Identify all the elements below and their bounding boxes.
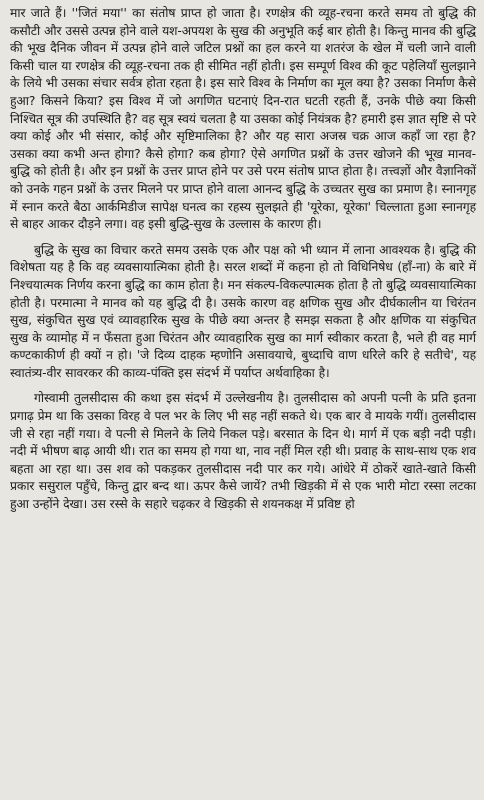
paragraph-3: गोस्वामी तुलसीदास की कथा इस संदर्भ में उल्लेखनीय है। तुलसीदास को अपनी पत्नी के प्रति इतना प्रगाढ़ प्रेम था कि उसका विरह वे पल भर के लिए भी सह नहीं सकते थे। एक बार वे मायके गयीं। तुलसीदास जी से रहा नहीं गया। वे पत्नी से मिलने के लिये निकल पड़े। बरसात के दिन थे। मार्ग में एक बड़ी नदी पड़ी। नदी में भीषण बाढ़ आयी थी। रात का समय हो गया था, नाव नहीं मिल रही थी। प्रवाह के साथ-साथ एक शव बहता आ रहा था। उस शव को पकड़कर तुलसीदास नदी पार कर गये। आंधेरे में ठोकरें खाते-खाते किसी प्रकार ससुराल पहुँचे, किन्तु द्वार बन्द था। ऊपर कैसे जायें? तभी खिड़की में से एक भारी मोटा रस्सा लटका हुआ उन्होंने देखा। उस रस्से के सहारे चढ़कर वे खिड़की से शयनकक्ष में प्रविष्ट हो <box>10 391 476 512</box>
paragraph-1: मार जाते हैं। ''जितं मया'' का संतोष प्राप्त हो जाता है। रणक्षेत्र की व्यूह-रचना करते समय तो बुद्धि की कसौटी और उससे उत्पन्न होने वाले यश-अपयश के सुख की अनुभूति कई बार होती है। किन्तु मानव की बुद्धि की भूख दैनिक जीवन में उत्पन्न होने वाले जटिल प्रश्नों का हल करने या शतरंज के खेल में चली जाने वाली किसी चाल या रणक्षेत्र की व्यूह-रचना तक ही सीमित नहीं होती। इस सम्पूर्ण विश्व की कूट पहेलियाँ सुलझाने के लिये भी उसका संचार सर्वत्र होता रहता है। इस सारे विश्व के निर्माण का मूल क्या है? उसका निर्माण कैसे हुआ? किसने किया? इस विश्व में जो अगणित घटनाएं दिन-रात घटती रहती हैं, उनके पीछे क्या किसी निश्चित सूत्र की उपस्थिति है? वह सूत्र स्वयं चलता है या उसका कोई नियंत्रक है? हमारी इस ज्ञात सृष्टि से परे क्या कोई और भी संसार, कोई और सृष्टिमालिका है? और यह सारा अजस्र चक्र आज कहाँ जा रहा है? उसका क्या कभी अन्त होगा? कैसे होगा? कब होगा? ऐसे अगणित प्रश्नों के उत्तर खोजने की भूख मानव-बुद्धि को होती है। और इन प्रश्नों के उत्तर प्राप्त होने पर उसे परम संतोष प्राप्त होता है। तत्त्वज्ञों और वैज्ञानिकों को उनके गहन प्रश्नों के उत्तर मिलने पर प्राप्त होने वाला आनन्द बुद्धि के उच्चतर सुख का प्रमाण है। स्नानगृह में स्नान करते बैठा आर्कमिडीज सापेक्ष घनत्व का रहस्य सुलझते ही 'यूरेका, यूरेका' चिल्लाता हुआ स्नानगृह से बाहर आकर दौड़ने लगा। वह इसी बुद्धि-सुख के उल्लास के कारण ही। <box>10 6 476 232</box>
paragraph-2: बुद्धि के सुख का विचार करते समय उसके एक और पक्ष को भी ध्यान में लाना आवश्यक है। बुद्धि की विशेषता यह है कि वह व्यवसायात्मिका होती है। सरल शब्दों में कहना हो तो विधिनिषेध (हाँ-ना) के बारे में निश्चयात्मक निर्णय करना बुद्धि का काम होता है। मन संकल्प-विकल्पात्मक होता है तो बुद्धि व्यवसायात्मिका होती है। परमात्मा ने मानव को यह बुद्धि दी है। उसके कारण वह क्षणिक सुख और दीर्घकालीन या चिरंतन सुख, संकुचित सुख एवं व्यावहारिक सुख के पीछे क्या अन्तर है समझ सकता है और क्षणिक या संकुचित सुख के व्यामोह में न फँसता हुआ चिरंतन और व्यावहारिक सुख का मार्ग स्वीकार करता है, भले ही वह मार्ग कण्टकाकीर्ण ही क्यों न हो। 'जे दिव्य दाहक म्हणोनि असावयाचे, बुध्दाचि वाण धरिले करि हे सतीचे', यह स्वातंत्र्य-वीर सावरकर की काव्य-पंक्ति इस संदर्भ में पर्याप्त अर्थवाहिका है। <box>10 242 476 380</box>
